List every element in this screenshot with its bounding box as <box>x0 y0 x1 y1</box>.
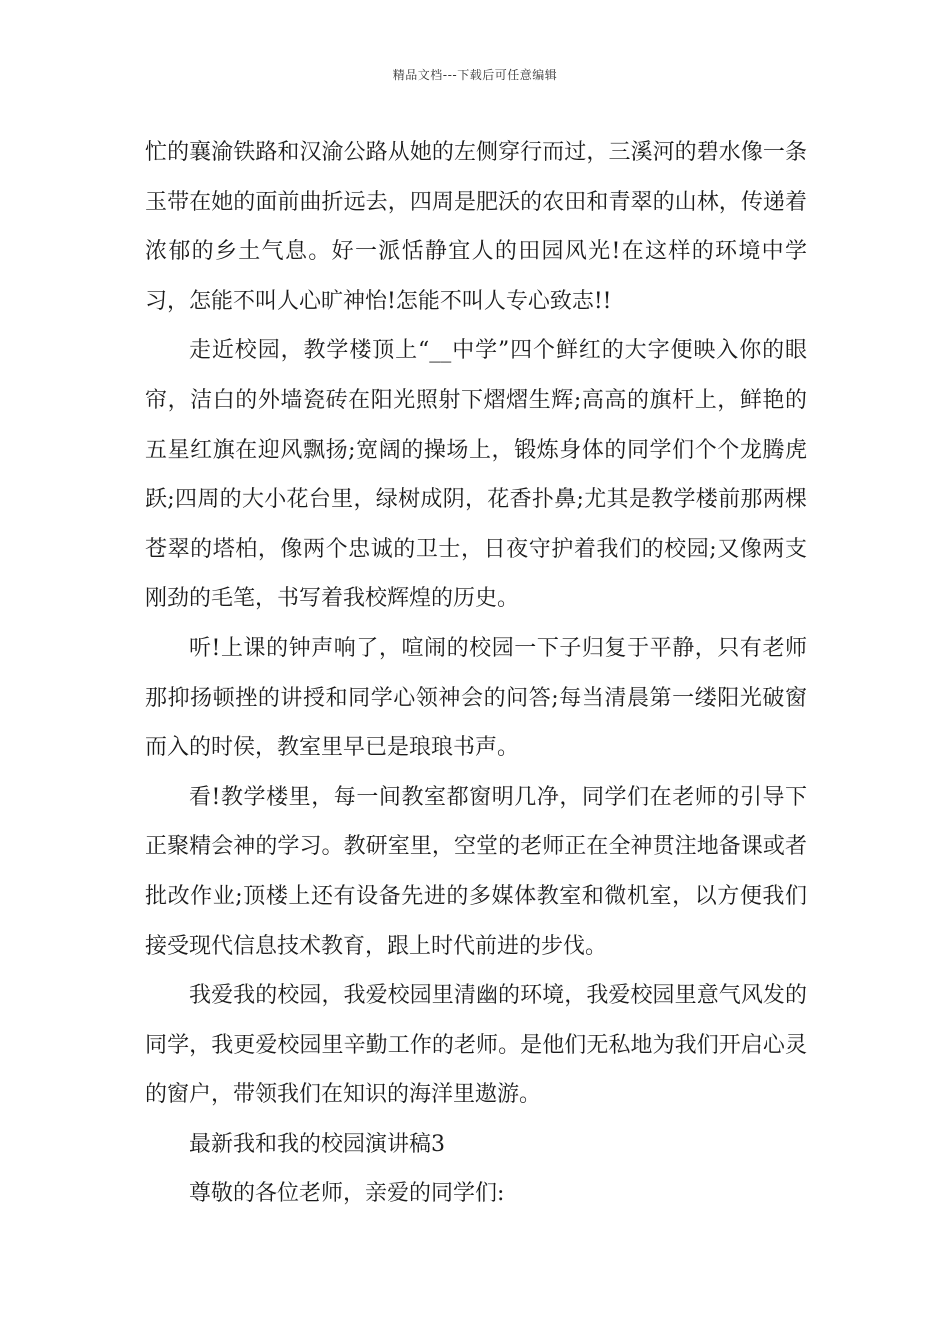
paragraph-class-bell: 听!上课的钟声响了，喧闹的校园一下子归复于平静，只有老师那抑扬顿挫的讲授和同学心领神会的问答;每当清晨第一缕阳光破窗而入的时侯，教室里早已是琅琅书声。 <box>145 635 807 761</box>
paragraph-campus-entrance: 走近校园，教学楼顶上“__中学”四个鲜红的大字便映入你的眼帘，洁白的外墙瓷砖在阳光照射下熠熠生辉;高高的旗杆上，鲜艳的五星红旗在迎风飘扬;宽阔的操场上，锻炼身体的同学们个个龙腾虎跃;四周的大小花台里，绿树成阴，花香扑鼻;尤其是教学楼前那两棵苍翠的塔柏，像两个忠诚的卫士，日夜守护着我们的校园;又像两支刚劲的毛笔，书写着我校辉煌的历史。 <box>145 338 807 612</box>
paragraph-teaching-building: 看!教学楼里，每一间教室都窗明几净，同学们在老师的引导下正聚精会神的学习。教研室里，空堂的老师正在全神贯注地备课或者批改作业;顶楼上还有设备先进的多媒体教室和微机室，以方便我们接受现代信息技术教育，跟上时代前进的步伐。 <box>145 784 807 959</box>
salutation: 尊敬的各位老师，亲爱的同学们: <box>189 1181 505 1207</box>
document-body <box>145 128 807 1219</box>
page-header: 精品文档---下载后可任意编辑 <box>392 68 558 82</box>
paragraph-continuation: 忙的襄渝铁路和汉渝公路从她的左侧穿行而过，三溪河的碧水像一条玉带在她的面前曲折远去，四周是肥沃的农田和青翠的山林，传递着浓郁的乡土气息。好一派恬静宜人的田园风光!在这样的环境中学习，怎能不叫人心旷神怡!怎能不叫人专心致志!! <box>145 140 807 314</box>
paragraph-love-campus: 我爱我的校园，我爱校园里清幽的环境，我爱校园里意气风发的同学，我更爱校园里辛勤工作的老师。是他们无私地为我们开启心灵的窗户，带领我们在知识的海洋里遨游。 <box>145 983 807 1108</box>
section-title: 最新我和我的校园演讲稿3 <box>189 1131 445 1157</box>
